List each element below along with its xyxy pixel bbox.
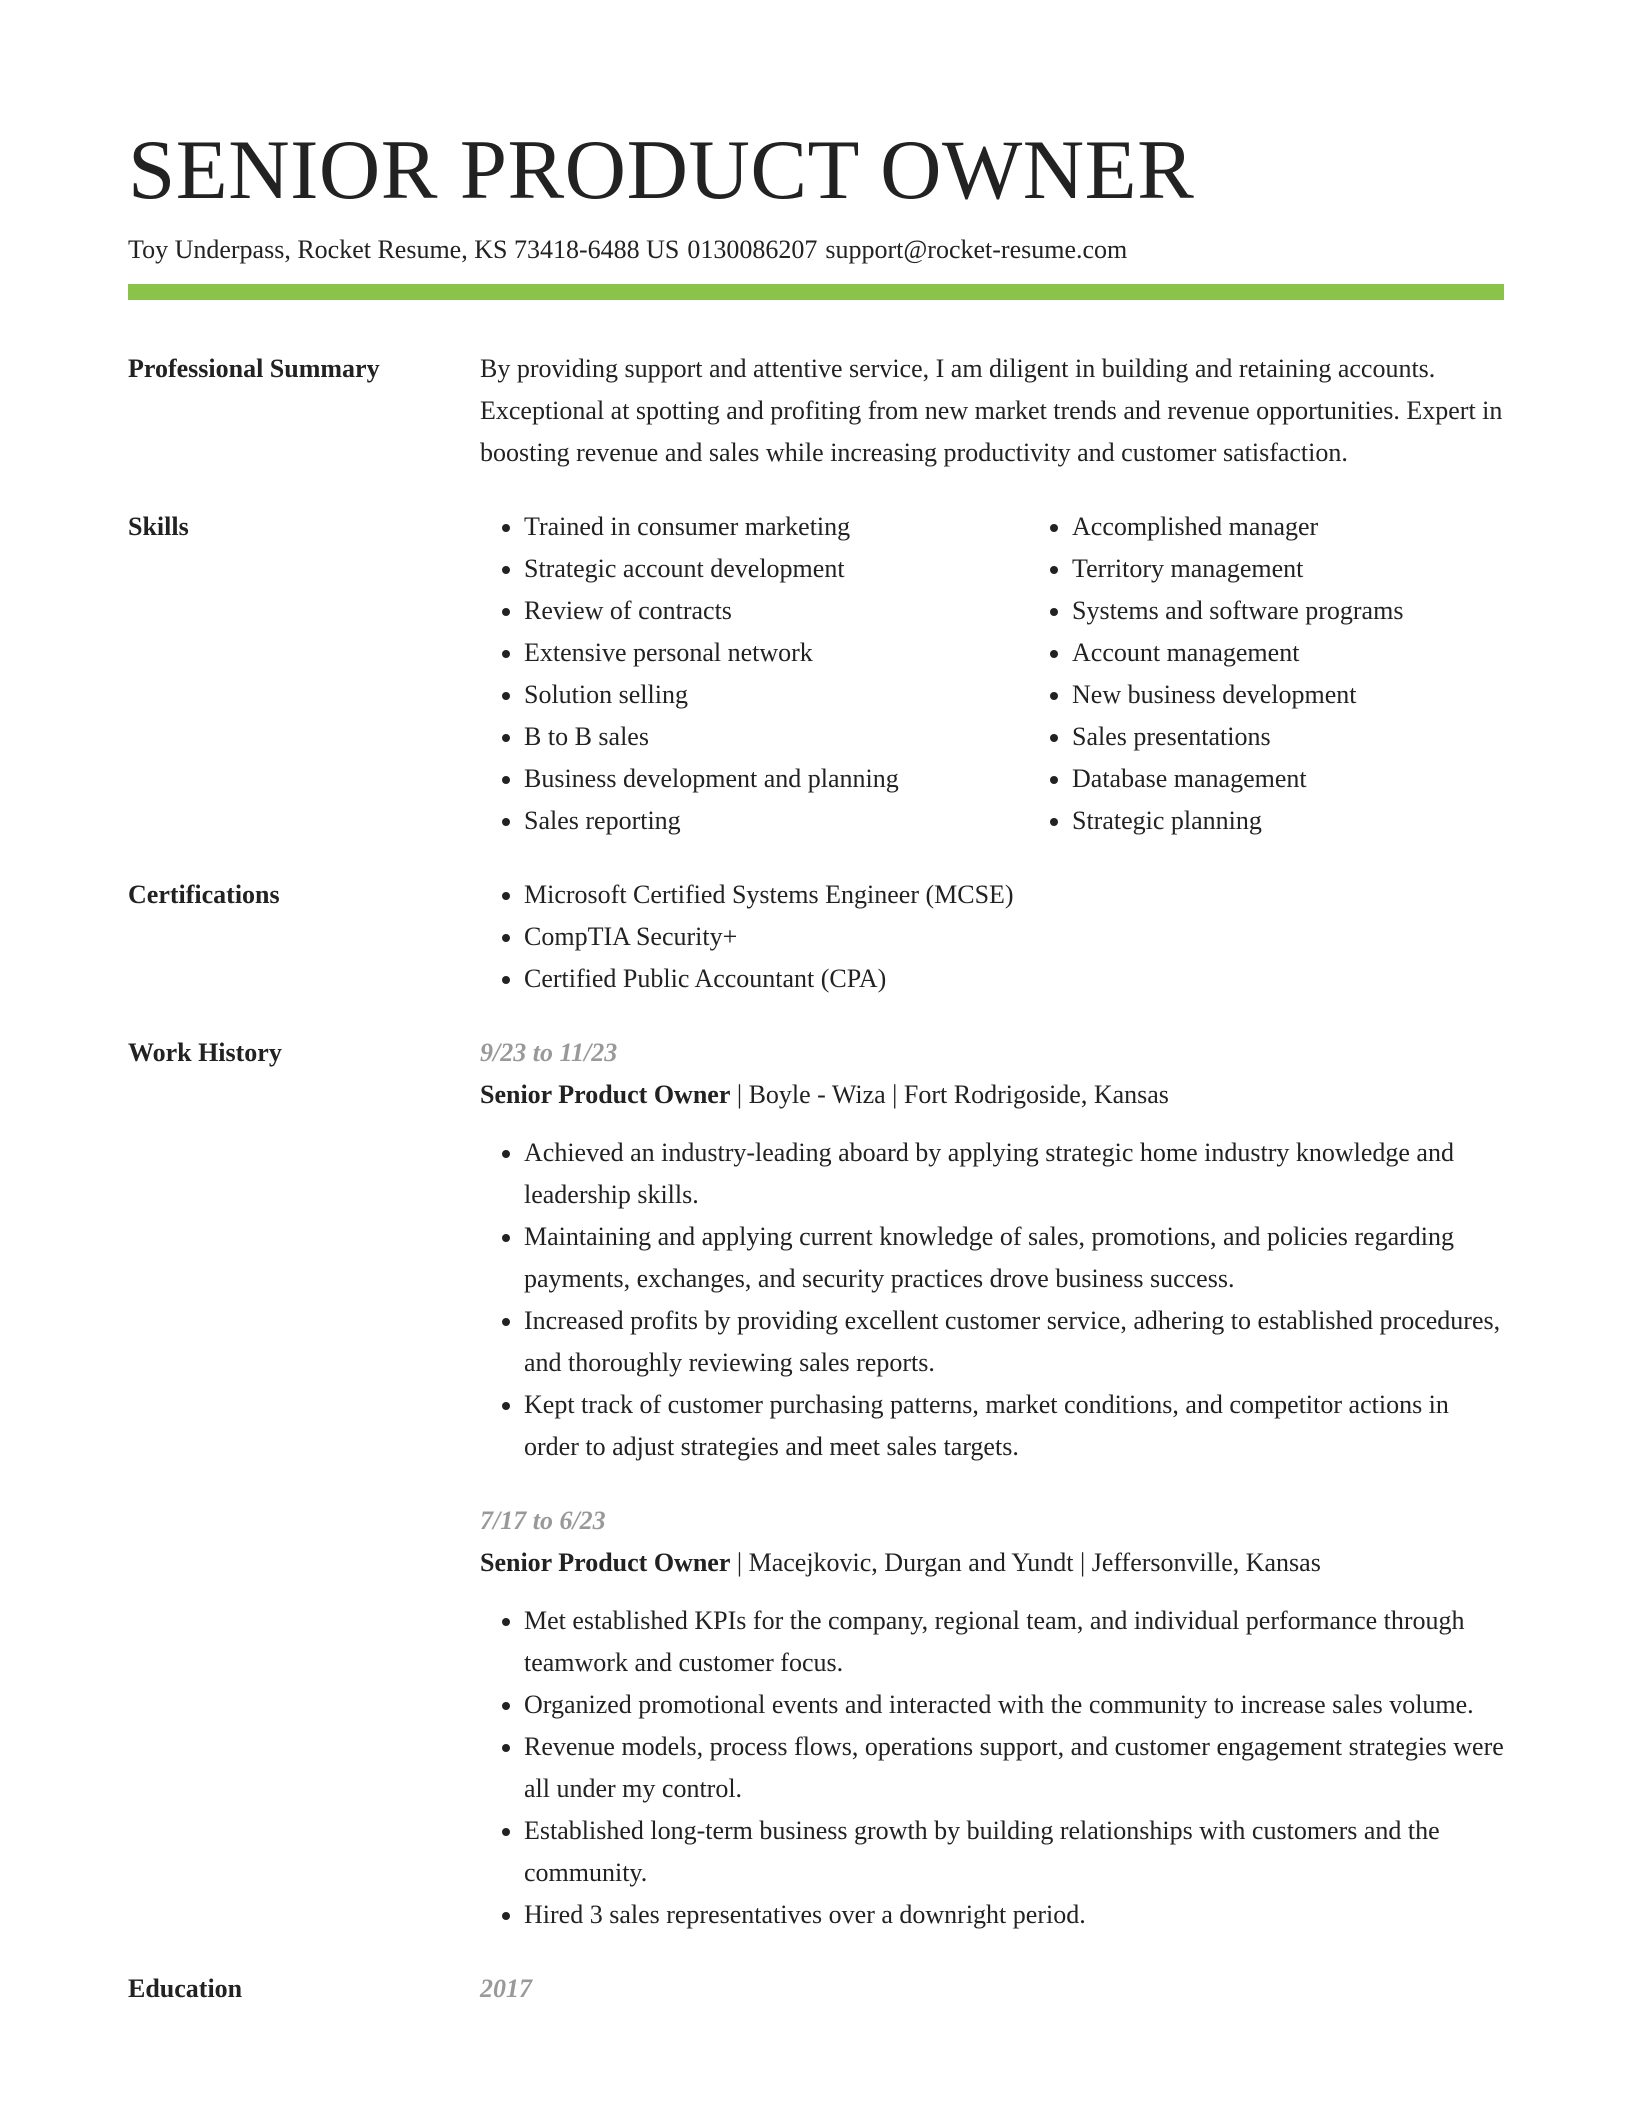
skills-section <box>128 506 1504 842</box>
skill-item: • Database management <box>1072 758 1532 800</box>
summary-text: By providing support and attentive service, I am diligent in building and retaining accounts. Exceptional at spotting and profiting from new market trends and revenue opportunities. Expert in boosting revenue and sales while increasing productivity and customer satisfaction. <box>480 354 1503 467</box>
job-bullet: • Met established KPIs for the company, regional team, and individual performance through teamwork and customer focus. <box>524 1600 1504 1684</box>
contact-address: Toy Underpass, Rocket Resume, KS 73418-6488 US <box>128 235 680 264</box>
skill-item: • New business development <box>1072 674 1532 716</box>
skill-item: • Sales reporting <box>524 800 1028 842</box>
education-dates: 2017 <box>480 1974 532 2003</box>
skill-item: • Sales presentations <box>1072 716 1532 758</box>
skill-item: • Business development and planning <box>524 758 1028 800</box>
skill-item: • Territory management <box>1072 548 1532 590</box>
header-divider <box>128 284 1504 300</box>
job-dates: 9/23 to 11/23 <box>480 1038 618 1067</box>
job-bullet: • Increased profits by providing excellent customer service, adhering to established procedures, and thoroughly reviewing sales reports. <box>524 1300 1504 1384</box>
skills-columns <box>480 506 1532 842</box>
skill-item: • Extensive personal network <box>524 632 1028 674</box>
certification-item: • Microsoft Certified Systems Engineer (MCSE) <box>524 874 1504 916</box>
skill-item: • Account management <box>1072 632 1532 674</box>
job-bullet: • Maintaining and applying current knowledge of sales, promotions, and policies regarding payments, exchanges, and security practices drove business success. <box>524 1216 1504 1300</box>
job-entry <box>480 1500 1504 1936</box>
skill-item: • Systems and software programs <box>1072 590 1532 632</box>
skill-item: • B to B sales <box>524 716 1028 758</box>
resume-page <box>128 0 1504 2010</box>
work-history-body <box>480 1032 1504 1936</box>
certifications-body <box>480 874 1504 1000</box>
job-title: Senior Product Owner <box>480 1548 731 1577</box>
certifications-section <box>128 874 1504 1000</box>
work-history-section <box>128 1032 1504 1936</box>
job-details: | Boyle - Wiza | Fort Rodrigoside, Kansas <box>730 1080 1169 1109</box>
contact-line <box>128 232 1504 268</box>
skills-list-left <box>480 506 1028 842</box>
summary-heading: Professional Summary <box>128 354 380 383</box>
skill-item: • Accomplished manager <box>1072 506 1532 548</box>
job-bullets <box>480 1132 1504 1468</box>
job-heading <box>480 1074 1504 1116</box>
certification-item: • Certified Public Accountant (CPA) <box>524 958 1504 1000</box>
contact-phone: 0130086207 <box>687 235 818 264</box>
certifications-heading: Certifications <box>128 880 280 909</box>
skill-item: • Review of contracts <box>524 590 1028 632</box>
skill-item: • Solution selling <box>524 674 1028 716</box>
job-bullet: • Achieved an industry-leading aboard by applying strategic home industry knowledge and leadership skills. <box>524 1132 1504 1216</box>
education-section <box>128 1968 1504 2010</box>
contact-email[interactable]: support@rocket-resume.com <box>825 235 1128 264</box>
job-title: Senior Product Owner <box>480 1080 731 1109</box>
job-entry <box>480 1032 1504 1468</box>
job-dates: 7/17 to 6/23 <box>480 1506 606 1535</box>
skill-item: • Strategic account development <box>524 548 1028 590</box>
job-bullet: • Kept track of customer purchasing patterns, market conditions, and competitor actions in order to adjust strategies and meet sales targets. <box>524 1384 1504 1468</box>
skill-item: • Strategic planning <box>1072 800 1532 842</box>
job-bullet: • Organized promotional events and interacted with the community to increase sales volume. <box>524 1684 1504 1726</box>
skills-list-right <box>1028 506 1532 842</box>
job-bullets <box>480 1600 1504 1936</box>
certifications-list <box>480 874 1504 1000</box>
job-bullet: • Revenue models, process flows, operations support, and customer engagement strategies were all under my control. <box>524 1726 1504 1810</box>
education-body <box>480 1968 1504 2010</box>
job-details: | Macejkovic, Durgan and Yundt | Jeffersonville, Kansas <box>730 1548 1321 1577</box>
skills-heading: Skills <box>128 512 189 541</box>
skill-item: • Trained in consumer marketing <box>524 506 1028 548</box>
resume-name: SENIOR PRODUCT OWNER <box>128 123 1195 217</box>
job-bullet: • Hired 3 sales representatives over a downright period. <box>524 1894 1504 1936</box>
summary-body <box>480 348 1504 474</box>
job-heading <box>480 1542 1504 1584</box>
certification-item: • CompTIA Security+ <box>524 916 1504 958</box>
job-bullet: • Established long-term business growth by building relationships with customers and the community. <box>524 1810 1504 1894</box>
education-heading: Education <box>128 1974 243 2003</box>
work-history-heading: Work History <box>128 1038 282 1067</box>
summary-section <box>128 348 1504 474</box>
